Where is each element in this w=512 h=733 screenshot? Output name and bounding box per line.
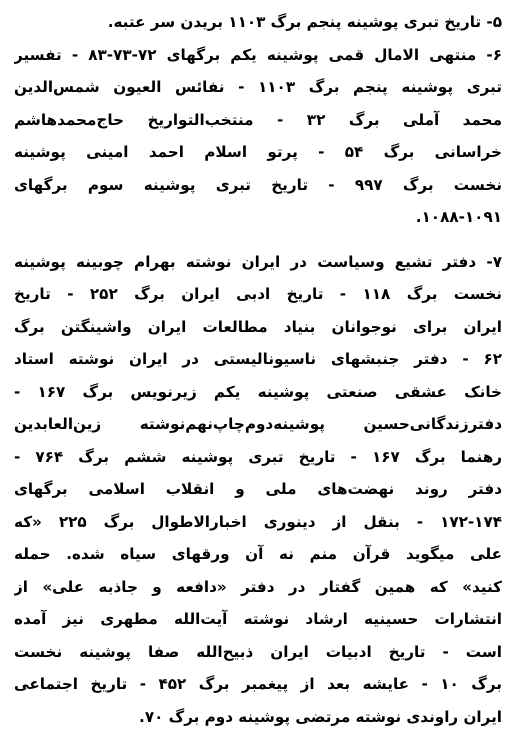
text-line: محمد آملی برگ ۳۲ - منتخب‌التواریخ حاج‌محمدهاشم [14, 104, 502, 137]
text-line: است - تاریخ ادبیات ایران ذبیح‌الله صفا پوشینه نخست [14, 636, 502, 669]
text-line: علی میگوید قرآن منم نه آن ورقهای سیاه شده. حمله [14, 538, 502, 571]
text-line: ۱۷۲-۱۷۴ - بنقل از دینوری اخبارالاطوال برگ ۲۲۵ «که [14, 506, 502, 539]
text-line: ۵- تاریخ تبری پوشینه پنجم برگ ۱۱۰۳ بریدن سر عتبه. [14, 6, 502, 39]
text-line: نخست برگ ۱۱۸ - تاریخ ادبی ایران برگ ۲۵۲ - تاریخ [14, 278, 502, 311]
text-line: ۶- منتهی الامال قمی پوشینه یکم برگهای ۷۲-۷۳-۸۳ - تفسیر [14, 39, 502, 72]
text-line: برگ ۱۰ - عایشه بعد از پیغمبر برگ ۴۵۲ - تاریخ اجتماعی [14, 668, 502, 701]
text-line: رهنما برگ ۱۶۷ - تاریخ تبری پوشینه ششم برگ ۷۶۴ - [14, 441, 502, 474]
text-line: ۱۰۸۸-۱۰۹۱. [14, 201, 502, 234]
footnote-7 [14, 246, 502, 733]
text-line: تبری پوشینه پنجم برگ ۱۱۰۳ - نفائس العیون شمس‌الدین [14, 71, 502, 104]
footnote-6 [14, 39, 502, 234]
text-line: نخست برگ ۹۹۷ - تاریخ تبری پوشینه سوم برگهای [14, 169, 502, 202]
text-line: کنید» که همین گفتار در دفتر «دافعه و جاذبه علی» از [14, 571, 502, 604]
text-line: ایران راوندی نوشته مرتضی پوشینه دوم برگ ۷۰. [14, 701, 502, 733]
text-line: دفتر روند نهضت‌های ملی و انقلاب اسلامی برگهای [14, 473, 502, 506]
text-line: دفترزندگانی‌حسین پوشینه‌دوم‌چاپ‌نهم‌نوشته زین‌العابدین [14, 408, 502, 441]
text-line: خراسانی برگ ۵۴ - پرتو اسلام احمد امینی پوشینه [14, 136, 502, 169]
text-line: ۶۲ - دفتر جنبشهای ناسیونالیستی در ایران نوشته استاد [14, 343, 502, 376]
text-line: ۷- دفتر تشیع وسیاست در ایران نوشته بهرام چوبینه پوشینه [14, 246, 502, 279]
text-line: ایران برای نوجوانان بنیاد مطالعات ایران واشینگتن برگ [14, 311, 502, 344]
text-line: انتشارات حسینیه ارشاد نوشته آیت‌الله مطهری نیز آمده [14, 603, 502, 636]
paragraph-gap [14, 234, 502, 246]
text-line: خانک عشقی صنعتی پوشینه یکم زیرنویس برگ ۱۶۷ - [14, 376, 502, 409]
footnote-5 [14, 6, 502, 39]
